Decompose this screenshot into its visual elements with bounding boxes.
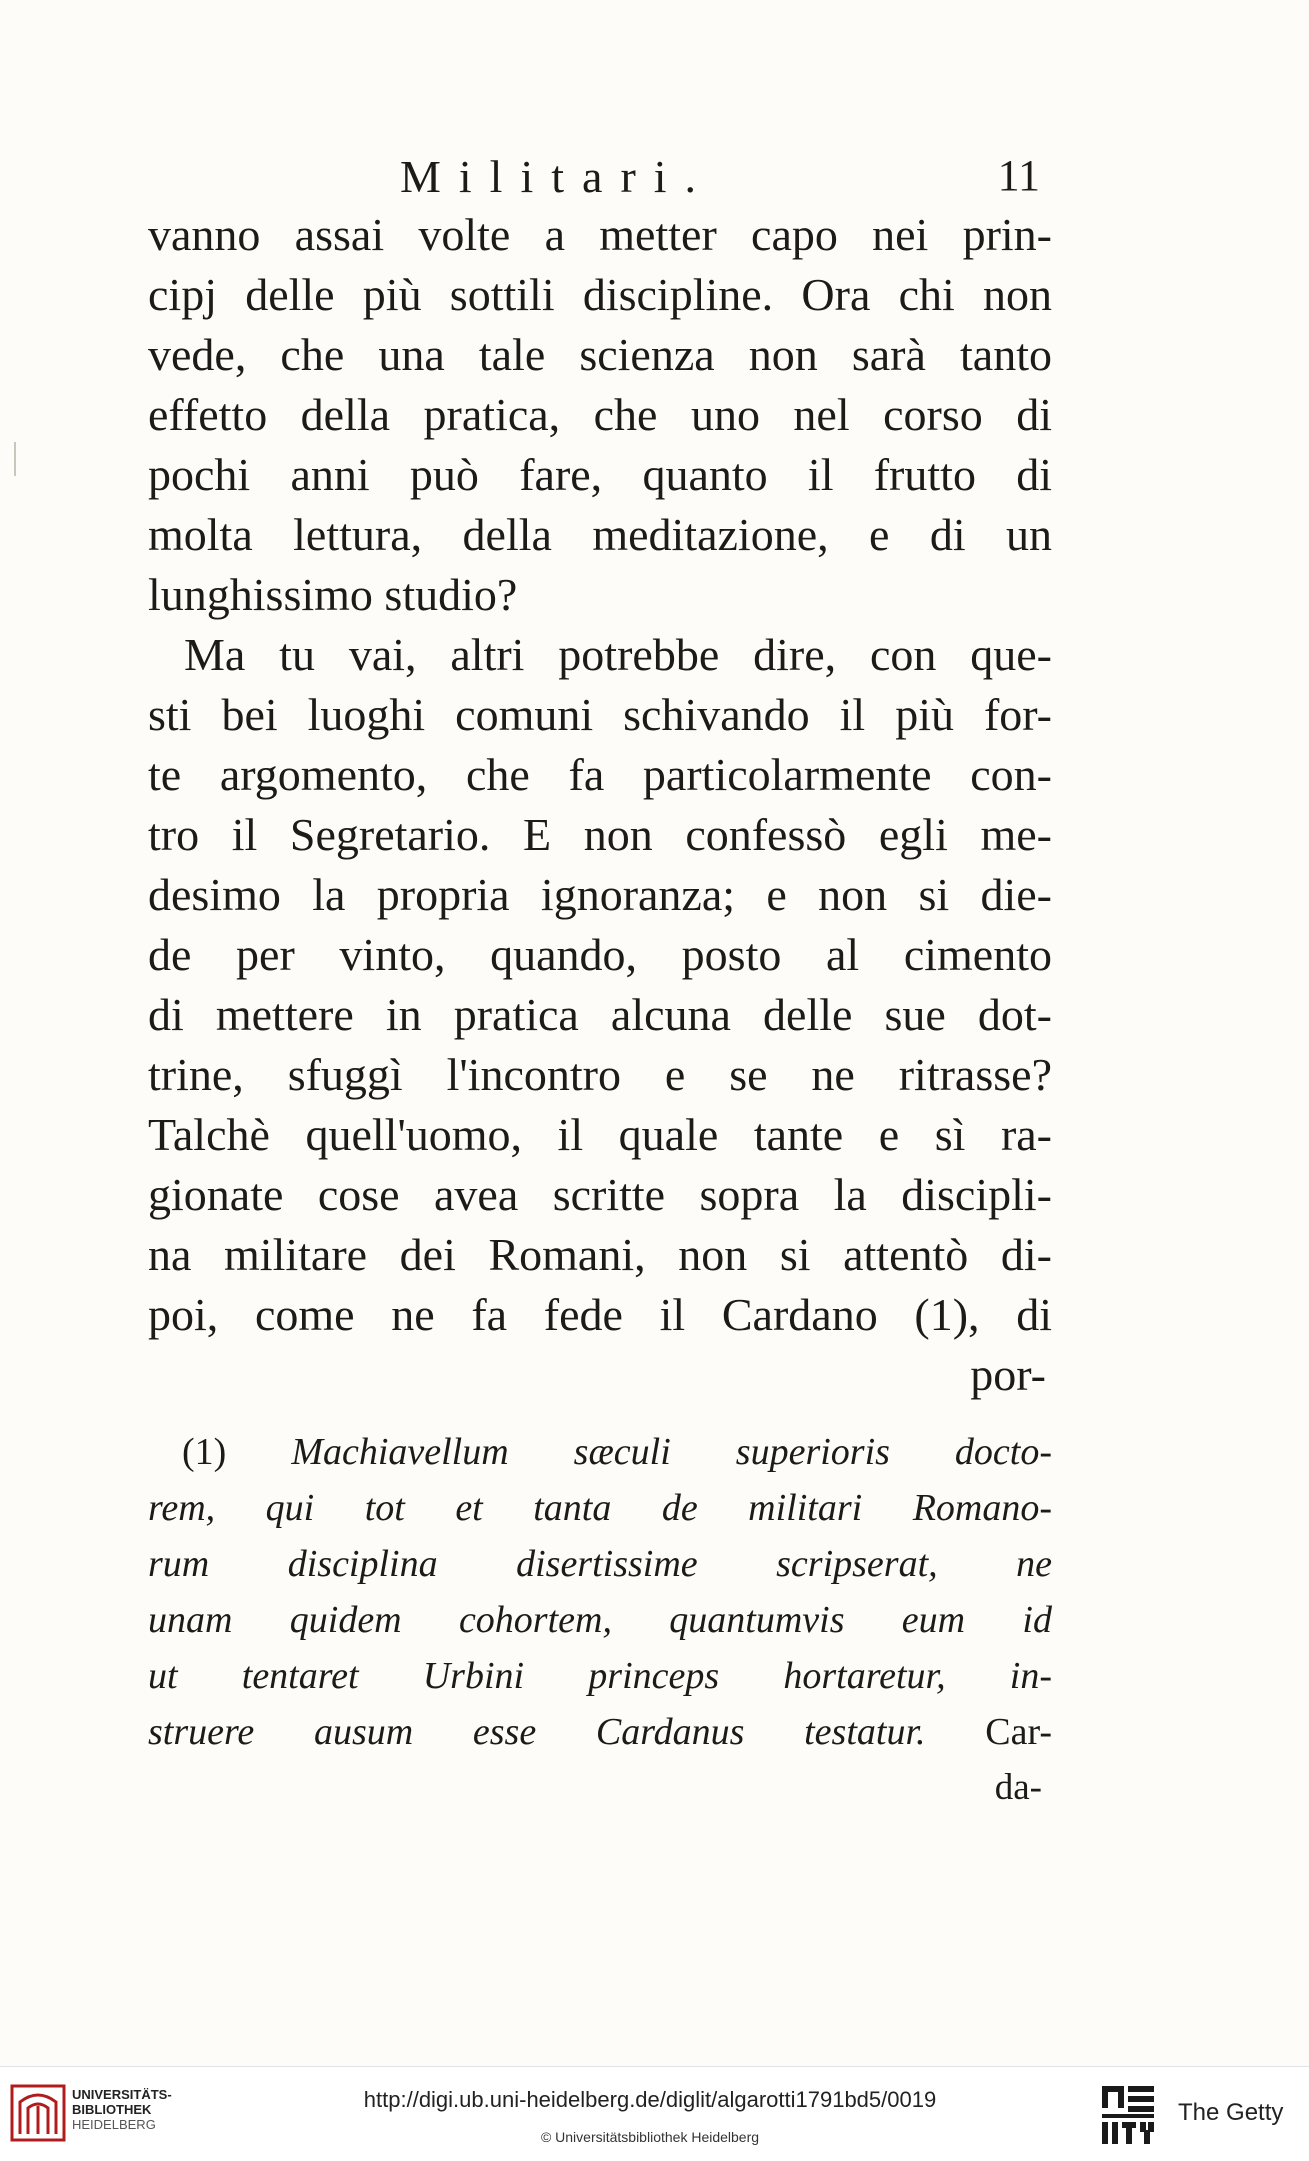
text-line: trine, sfuggì l'incontro e se ne ritrasse?: [148, 1049, 1052, 1100]
text-line: molta lettura, della meditazione, e di un: [148, 509, 1052, 560]
footnote: [148, 1424, 1052, 1816]
page-number: 11: [997, 151, 1040, 200]
footnote-marker: (1): [182, 1431, 227, 1473]
text-line: desimo la propria ignoranza; e non si die-: [148, 869, 1052, 920]
running-head-title: Militari.: [400, 151, 715, 202]
footnote-catchword: da-: [994, 1767, 1042, 1808]
viewer-footer: [0, 2066, 1309, 2161]
permalink-url[interactable]: http://digi.ub.uni-heidelberg.de/diglit/algarotti1791bd5/0019: [363, 2087, 937, 2112]
library-name-line: UNIVERSITÄTS-: [72, 2087, 172, 2102]
getty-logo-icon[interactable]: [1100, 2084, 1158, 2148]
copyright-notice: © Universitätsbibliothek Heidelberg: [540, 2129, 760, 2145]
library-name-line: HEIDELBERG: [72, 2117, 156, 2132]
body-text: [148, 205, 1052, 1405]
text-line: te argomento, che fa particolarmente con-: [148, 749, 1052, 800]
footnote-tail: Car-: [985, 1711, 1053, 1753]
footnote-text: Machiavellum sæculi superioris docto-: [291, 1431, 1052, 1473]
text-line: di mettere in pratica alcuna delle sue dot-: [148, 989, 1052, 1040]
text-line: tro il Segretario. E non confessò egli me-: [148, 809, 1052, 860]
text-line: Ma tu vai, altri potrebbe dire, con que-: [184, 629, 1052, 680]
catchword: por-: [970, 1349, 1046, 1400]
text-line: cipj delle più sottili discipline. Ora chi non: [148, 269, 1052, 320]
text-line: na militare dei Romani, non si attentò di-: [148, 1229, 1052, 1280]
text-line: poi, come ne fa fede il Cardano (1), di: [148, 1289, 1052, 1340]
text-line: effetto della pratica, che uno nel corso di: [148, 389, 1052, 440]
footnote-line: rum disciplina disertissime scripserat, ne: [148, 1543, 1052, 1585]
library-name-line: BIBLIOTHEK: [72, 2102, 152, 2117]
text-line: sti bei luoghi comuni schivando il più for-: [148, 689, 1052, 740]
footnote-line: ut tentaret Urbini princeps hortaretur, in-: [148, 1655, 1052, 1697]
text-line: gionate cose avea scritte sopra la discipli-: [148, 1169, 1052, 1220]
partner-name[interactable]: The Getty: [1178, 2099, 1284, 2126]
footnote-line: [148, 1704, 1052, 1760]
page-speck: [14, 442, 16, 476]
running-head: [400, 150, 1040, 200]
footnote-text: struere ausum esse Cardanus testatur.: [148, 1711, 926, 1753]
footnote-line: rem, qui tot et tanta de militari Romano-: [148, 1487, 1052, 1529]
library-name[interactable]: [72, 2087, 172, 2132]
text-line: Talchè quell'uomo, il quale tante e sì ra-: [148, 1109, 1052, 1160]
footnote-line: unam quidem cohortem, quantumvis eum id: [148, 1599, 1052, 1641]
text-line: pochi anni può fare, quanto il frutto di: [148, 449, 1052, 500]
text-line: vanno assai volte a metter capo nei prin-: [148, 209, 1052, 260]
ub-heidelberg-logo-icon[interactable]: [10, 2084, 66, 2142]
text-line: de per vinto, quando, posto al cimento: [148, 929, 1052, 980]
text-line: lunghissimo studio?: [148, 569, 518, 620]
text-line: vede, che una tale scienza non sarà tanto: [148, 329, 1052, 380]
footnote-line: [148, 1424, 1052, 1480]
